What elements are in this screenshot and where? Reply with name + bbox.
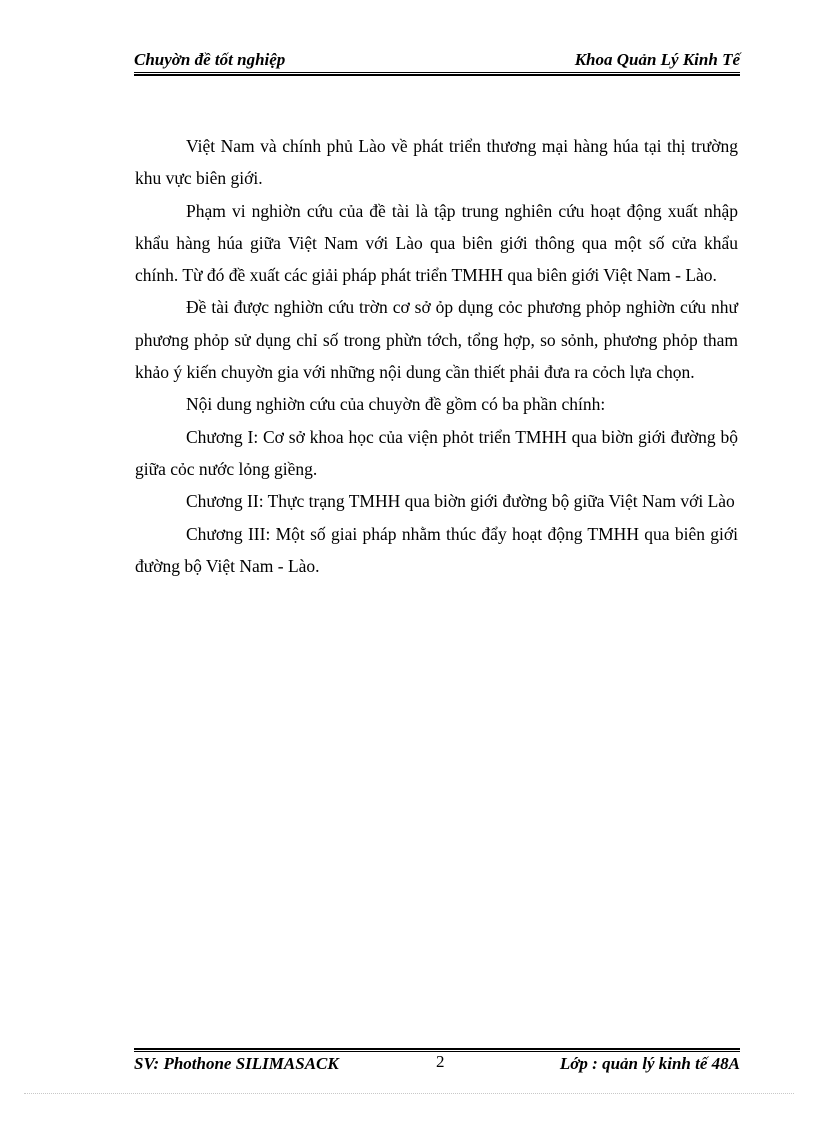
paragraph-structure: Nội dung nghiờn cứu của chuyờn đề gồm có ba phần chính:: [186, 394, 606, 415]
paragraph-chapter-3: Chương III: Một số giai pháp nhằm thúc đẩy hoạt động TMHH qua biên giới đường bộ Việt Nam - Lào.: [135, 523, 738, 576]
paragraph-chapter-2: Chương II: Thực trạng TMHH qua biờn giới đường bộ giữa Việt Nam với Lào: [186, 491, 735, 512]
footer-class: Lớp : quản lý kinh tế 48A: [559, 1054, 740, 1073]
header-faculty: Khoa Quản Lý Kinh Tế: [574, 50, 740, 69]
paragraph-continuation: Việt Nam và chính phủ Lào về phát triển thương mại hàng húa tại thị trường khu vực biên giới.: [135, 136, 738, 189]
paragraph-chapter-1: Chương I: Cơ sở khoa học của viện phỏt triển TMHH qua biờn giới đường bộ giữa cỏc nước lỏng giềng.: [135, 426, 738, 479]
header-rule-thin: [134, 72, 740, 73]
footer-rule-thick: [134, 1048, 740, 1050]
footer-student: SV: Phothone SILIMASACK: [134, 1054, 339, 1073]
page-footer: [134, 1054, 740, 1078]
header-rule-thick: [134, 74, 740, 76]
body-text: [135, 130, 738, 582]
page-header: [134, 48, 740, 72]
header-document-type: Chuyờn đề tốt nghiệp: [134, 50, 286, 69]
page-break-line: [24, 1093, 794, 1094]
page-number: 2: [436, 1052, 445, 1071]
paragraph-scope: Phạm vi nghiờn cứu của đề tài là tập trung nghiên cứu hoạt động xuất nhập khẩu hàng húa giữa Việt Nam với Lào qua biên giới thông qua một số cửa khẩu chính. Từ đó đề xuất các giải pháp phát triển TMHH qua biên giới Việt Nam - Lào.: [135, 200, 738, 286]
paragraph-methods: Đề tài được nghiờn cứu trờn cơ sở ỏp dụng cỏc phương phỏp nghiờn cứu như phương phỏp sử dụng chỉ số trong phừn tớch, tổng hợp, so sỏnh, phương phỏp tham khảo ý kiến chuyờn gia với những nội dung cần thiết phải đưa ra cỏch lựa chọn.: [135, 297, 738, 383]
